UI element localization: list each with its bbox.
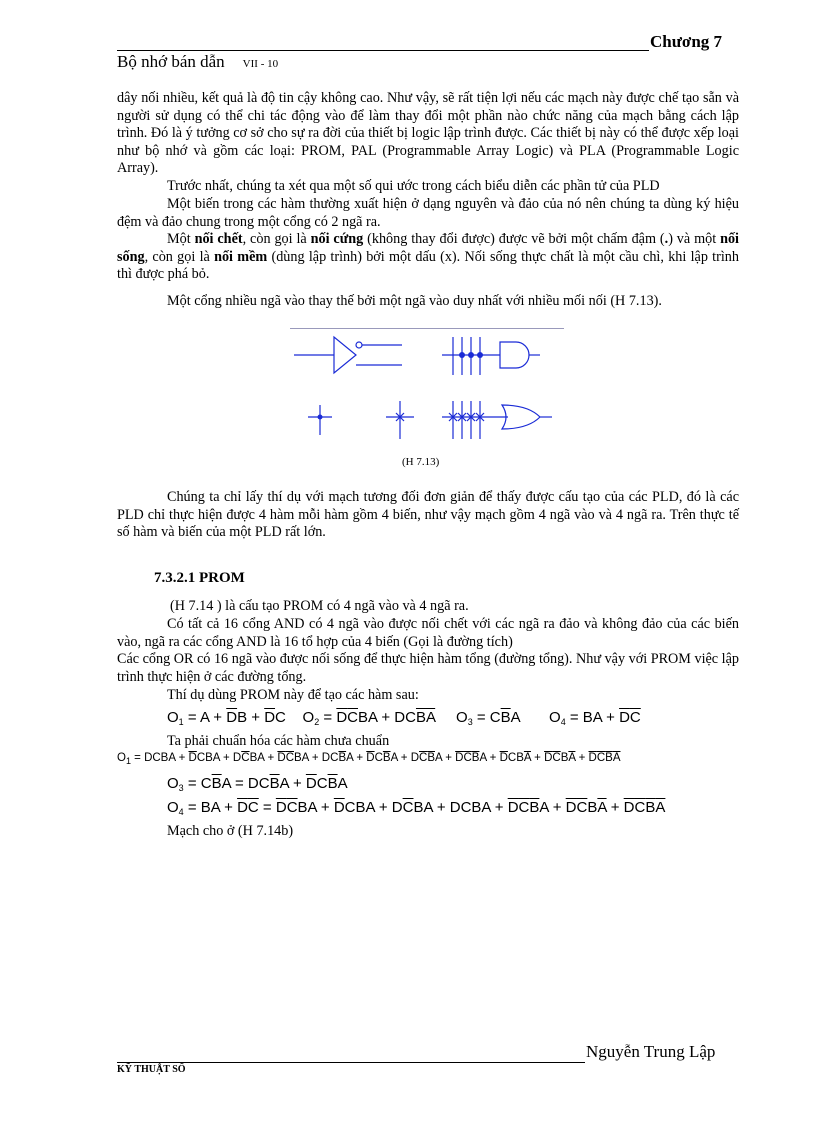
equation-o1-canonical: $O_1$ = DCBA + $\overline{D}CBA + D\overline{C}BA + \overline{D}\overline{C}BA + DC\overline{B}A + \overline{D}C\overline{B}A + D\overline{C}\overline{B}A + \overline{D}\overline{C}\overline{B}A + \overline{D}CB\overline{A} + \overline{D}\overline{C}B\overline{A} + \overline{D}\overline{C}\overline{B}\overline{A}$ bbox=[117, 752, 621, 766]
page-number: VII - 10 bbox=[242, 58, 279, 70]
header-rule bbox=[117, 50, 649, 51]
doc-title: Bộ nhớ bán dẫn bbox=[117, 52, 225, 71]
equation-o4-canonical: $O_4$ = BA + $\overline{D}\overline{C} = \overline{D}\overline{C}BA + \overline{D}CBA + D\overline{C}BA$ + DCBA + $\overline{D}\overline{C}\overline{B}A + \overline{D}\overline{C}B\overline{A} + \overline{D}\overline{C}\overline{B}\overline{A}$ bbox=[167, 799, 666, 817]
paragraph-12: Mạch cho ở (H 7.14b) bbox=[167, 823, 294, 839]
author-name: Nguyễn Trung Lập bbox=[586, 1042, 716, 1061]
section-heading: 7.3.2.1 PROM bbox=[154, 570, 245, 586]
paragraph-8: Có tất cả 16 cổng AND có 4 ngã vào được nối chết với các ngã ra đảo và không đảo của các biến vào, ngã ra các cổng AND là 16 tổ hợp của 4 biến (Gọi là đường tích) bbox=[117, 616, 739, 650]
pld-symbols-diagram bbox=[290, 329, 564, 455]
footer-rule bbox=[117, 1062, 585, 1063]
chapter-title: Chương 7 bbox=[650, 32, 723, 51]
figure-h7-13 bbox=[290, 328, 564, 455]
equation-functions: $O_1 = A + \overline{D}B + \overline{D}C$ $O_2 = \overline{D}\overline{C}BA + DC\overline{B}\overline{A}$ $O_3 = C\overline{B}A$ $O_4$ = BA + $\overline{D}\overline{C}$ bbox=[167, 709, 641, 727]
paragraph-6: Chúng ta chỉ lấy thí dụ với mạch tương đối đơn giản để thấy được cấu tạo của các PLD, đó là các PLD chỉ thực hiện được 4 hàm mỗi hàm gồm 4 biến, như vậy mạch gồm 4 ngã vào và 4 ngã ra. Trên thực tế số hàm và biến của một PLD rất lớn. bbox=[117, 489, 739, 540]
page-subtitle bbox=[117, 52, 278, 72]
equation-o3-canonical: $O_3 = C\overline{B}A = DC\overline{B}A + \overline{D}C\overline{B}A$ bbox=[167, 775, 348, 793]
paragraph-9: Các cổng OR có 16 ngã vào được nối sống để thực hiện hàm tổng (đường tổng). Như vậy với PROM việc lập trình thực hiện ở các đường tổng. bbox=[117, 651, 739, 685]
paragraph-2: Trước nhất, chúng ta xét qua một số qui ước trong cách biểu diễn các phần tử của PLD bbox=[167, 178, 660, 194]
paragraph-7: (H 7.14 ) là cấu tạo PROM có 4 ngã vào và 4 ngã ra. bbox=[170, 598, 469, 614]
book-title: KỸ THUẬT SỐ bbox=[117, 1064, 186, 1075]
paragraph-4: Một nối chết, còn gọi là nối cứng (không thay đổi được) được vẽ bởi một chấm đậm (.) và một nối sống, còn gọi là nối mềm (dùng lập trình) bởi một dấu (x). Nối sống thực chất là một cầu chì, khi lập trình thì được phá bỏ. bbox=[117, 231, 740, 282]
paragraph-1: dây nối nhiều, kết quả là độ tin cậy không cao. Như vậy, sẽ rất tiện lợi nếu các mạch này được chế tạo sẵn và người sử dụng có thể chi tác động vào để làm thay đổi một phần nào chức năng của mạch bằng cách lập trình. Đó là ý tưởng cơ sở cho sự ra đời của thiết bị logic lập trình được. Các thiết bị này có thể được xếp loại như bộ nhớ và gồm các loại: PROM, PAL (Programmable Array Logic) và PLA (Programmable Logic Array). bbox=[117, 90, 739, 176]
figure-caption: (H 7.13) bbox=[402, 456, 440, 468]
paragraph-10: Thí dụ dùng PROM này để tạo các hàm sau: bbox=[167, 687, 419, 703]
paragraph-5: Một cổng nhiều ngã vào thay thế bởi một ngã vào duy nhất với nhiều mối nối (H 7.13). bbox=[167, 293, 662, 309]
paragraph-11: Ta phải chuẩn hóa các hàm chưa chuẩn bbox=[167, 733, 390, 749]
paragraph-3: Một biến trong các hàm thường xuất hiện ở dạng nguyên và đảo của nó nên chúng ta dùng ký hiệu đệm và đảo chung trong một cổng có 2 ngã ra. bbox=[117, 196, 739, 230]
